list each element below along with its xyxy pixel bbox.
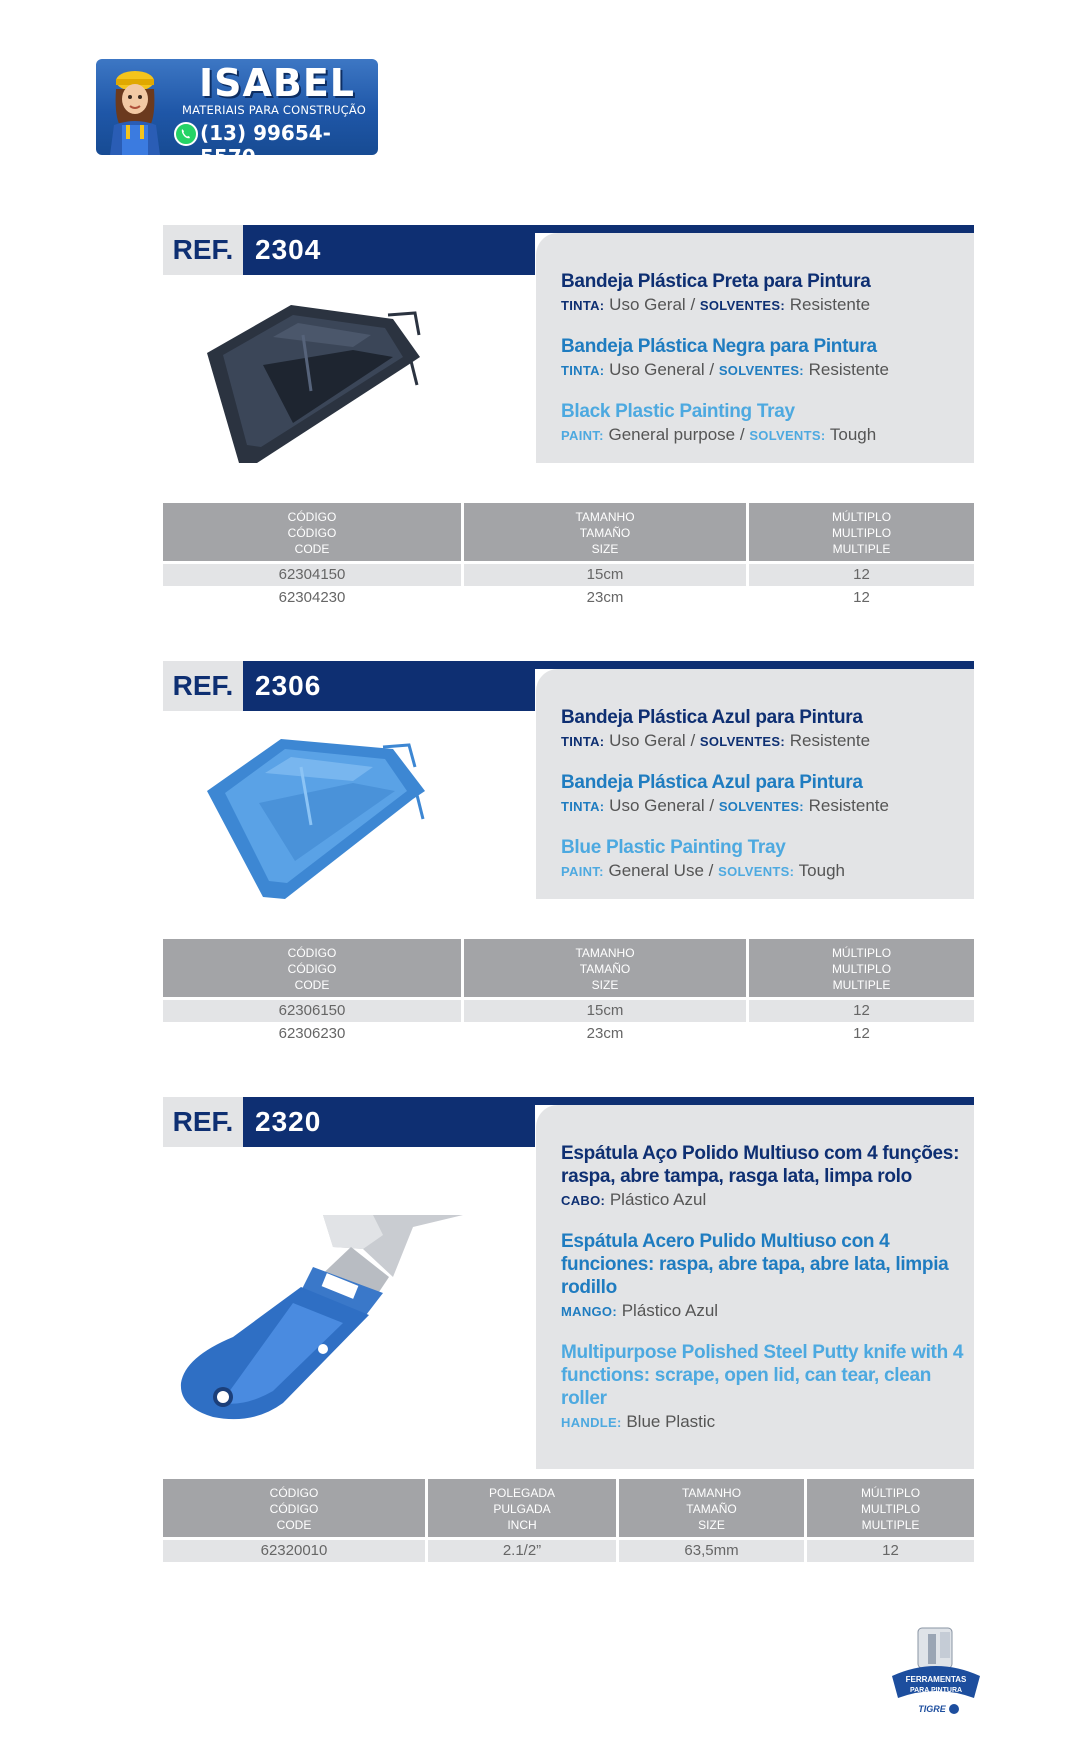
spec-key: TINTA: xyxy=(561,298,605,313)
spec-key: SOLVENTES: xyxy=(699,298,786,313)
cell-multiple: 12 xyxy=(807,1540,974,1562)
cell-size: 63,5mm xyxy=(619,1540,804,1562)
column-header-size: TAMANHO TAMAÑO SIZE xyxy=(619,1479,804,1537)
description-pt xyxy=(561,270,961,317)
spec-key: SOLVENTS: xyxy=(718,864,795,879)
blue-paint-tray-image xyxy=(203,731,438,906)
cell-code: 62306150 xyxy=(163,1000,461,1022)
badge-line2: PARA PINTURA xyxy=(909,1687,963,1694)
spec-separator: / xyxy=(690,295,696,314)
description-panel xyxy=(536,669,974,899)
spec-value: Resistente xyxy=(808,360,889,379)
spec-value: Uso General xyxy=(609,796,705,815)
spec-separator: / xyxy=(709,360,715,379)
table-header xyxy=(163,939,974,997)
spec-value: Resistente xyxy=(808,796,889,815)
store-phone: (13) 99654-5570 xyxy=(200,121,331,169)
product-title: Espátula Aço Polido Multiuso com 4 funções: raspa, abre tampa, rasga lata, limpa rolo xyxy=(561,1143,960,1187)
product-specs xyxy=(561,860,961,883)
cell-size: 23cm xyxy=(586,589,624,606)
whatsapp-icon xyxy=(174,122,198,146)
spec-value: Uso Geral xyxy=(609,295,686,314)
store-logo xyxy=(96,59,378,169)
spec-value: Resistente xyxy=(789,295,871,314)
spec-value: General purpose xyxy=(608,425,736,444)
ref-number: 2320 xyxy=(255,1106,322,1137)
product-specs xyxy=(561,359,961,382)
product-specs xyxy=(561,1300,966,1323)
spec-value: Uso General xyxy=(609,360,705,379)
spec-value: Blue Plastic xyxy=(626,1412,716,1431)
spec-value: General Use xyxy=(608,861,704,880)
table-header xyxy=(163,503,974,561)
ref-label: REF. xyxy=(163,1097,243,1147)
ferramentas-para-pintura-badge xyxy=(888,1626,984,1716)
spec-value: Resistente xyxy=(789,731,871,750)
product-title: Bandeja Plástica Azul para Pintura xyxy=(561,707,863,728)
description-es xyxy=(561,1230,966,1323)
column-header-inch: POLEGADA PULGADA INCH xyxy=(428,1479,616,1537)
product-specs xyxy=(561,294,961,317)
ref-top-line xyxy=(535,661,974,669)
ref-top-line xyxy=(535,225,974,233)
spec-key: PAINT: xyxy=(561,428,604,443)
spec-separator: / xyxy=(690,731,696,750)
product-title: Blue Plastic Painting Tray xyxy=(561,837,786,858)
badge-brand: TIGRE xyxy=(918,1704,946,1714)
spec-separator: / xyxy=(709,796,715,815)
ref-number: 2304 xyxy=(255,234,322,265)
column-header-multiple: MÚLTIPLO MULTIPLO MULTIPLE xyxy=(749,939,974,997)
black-paint-tray-image xyxy=(203,295,433,470)
ref-label: REF. xyxy=(163,661,243,711)
cell-code: 62304230 xyxy=(278,589,346,606)
spec-key: PAINT: xyxy=(561,864,604,879)
cell-multiple: 12 xyxy=(749,1000,974,1022)
cell-code: 62306230 xyxy=(278,1025,346,1042)
description-panel xyxy=(536,233,974,463)
product-specs xyxy=(561,1189,966,1212)
table-row xyxy=(163,1540,974,1562)
description-en xyxy=(561,400,961,447)
spec-key: TINTA: xyxy=(561,363,605,378)
column-header-code: CÓDIGO CÓDIGO CODE xyxy=(163,503,461,561)
description-pt xyxy=(561,706,961,753)
badge-line1: FERRAMENTAS xyxy=(905,1675,967,1684)
table-row xyxy=(163,1023,974,1045)
column-header-size: TAMANHO TAMAÑO SIZE xyxy=(464,939,746,997)
putty-knife-image xyxy=(173,1207,473,1427)
cell-multiple: 12 xyxy=(853,1025,870,1042)
store-name: ISABEL xyxy=(198,61,356,105)
column-header-code: CÓDIGO CÓDIGO CODE xyxy=(163,939,461,997)
table-row xyxy=(163,587,974,609)
spec-value: Plástico Azul xyxy=(609,1190,707,1209)
spec-value: Tough xyxy=(829,425,877,444)
cell-code: 62304150 xyxy=(163,564,461,586)
column-header-code: CÓDIGO CÓDIGO CODE xyxy=(163,1479,425,1537)
description-es xyxy=(561,335,961,382)
table-header xyxy=(163,1479,974,1537)
product-title: Bandeja Plástica Preta para Pintura xyxy=(561,271,871,292)
ref-bar xyxy=(163,661,535,711)
cell-size: 15cm xyxy=(464,564,746,586)
cell-size: 23cm xyxy=(586,1025,624,1042)
product-specs xyxy=(561,795,961,818)
cell-multiple: 12 xyxy=(853,589,870,606)
spec-value: Plástico Azul xyxy=(621,1301,719,1320)
cell-code: 62320010 xyxy=(163,1540,425,1562)
store-subtitle: MATERIAIS PARA CONSTRUÇÃO xyxy=(181,103,367,117)
column-header-multiple: MÚLTIPLO MULTIPLO MULTIPLE xyxy=(749,503,974,561)
table-row xyxy=(163,1000,974,1022)
spec-key: SOLVENTES: xyxy=(699,734,786,749)
product-specs xyxy=(561,730,961,753)
product-section xyxy=(163,1097,974,1567)
spec-value: Uso Geral xyxy=(609,731,686,750)
spec-key: SOLVENTS: xyxy=(749,428,826,443)
spec-key: SOLVENTES: xyxy=(718,799,804,814)
description-en xyxy=(561,1341,966,1434)
spec-key: TINTA: xyxy=(561,799,605,814)
description-pt xyxy=(561,1142,966,1212)
product-title: Espátula Acero Pulido Multiuso con 4 funciones: raspa, abre tapa, abre lata, limpia rodillo xyxy=(561,1231,949,1298)
spec-key: CABO: xyxy=(561,1193,606,1208)
spec-separator: / xyxy=(739,425,745,444)
product-title: Bandeja Plástica Azul para Pintura xyxy=(561,772,863,793)
descriptions xyxy=(561,270,961,465)
ref-bar xyxy=(163,225,535,275)
product-specs xyxy=(561,1411,966,1434)
product-section xyxy=(163,225,974,605)
description-panel xyxy=(536,1105,974,1469)
spec-key: SOLVENTES: xyxy=(718,363,804,378)
spec-separator: / xyxy=(708,861,714,880)
spec-value: Tough xyxy=(798,861,845,880)
ref-top-line xyxy=(535,1097,974,1105)
table-row xyxy=(163,564,974,586)
descriptions xyxy=(561,1142,966,1452)
cell-multiple: 12 xyxy=(749,564,974,586)
product-section xyxy=(163,661,974,1041)
cell-inch: 2.1/2” xyxy=(428,1540,616,1562)
spec-key: MANGO: xyxy=(561,1304,617,1319)
ref-number: 2306 xyxy=(255,670,322,701)
product-title: Bandeja Plástica Negra para Pintura xyxy=(561,336,877,357)
product-title: Black Plastic Painting Tray xyxy=(561,401,795,422)
column-header-size: TAMANHO TAMAÑO SIZE xyxy=(464,503,746,561)
spec-key: HANDLE: xyxy=(561,1415,622,1430)
product-specs xyxy=(561,424,961,447)
description-es xyxy=(561,771,961,818)
descriptions xyxy=(561,706,961,901)
ref-label: REF. xyxy=(163,225,243,275)
description-en xyxy=(561,836,961,883)
cell-size: 15cm xyxy=(464,1000,746,1022)
product-title: Multipurpose Polished Steel Putty knife with 4 functions: scrape, open lid, can tear, clean roller xyxy=(561,1342,964,1409)
ref-bar xyxy=(163,1097,535,1147)
worker-avatar-icon xyxy=(102,59,168,155)
column-header-multiple: MÚLTIPLO MULTIPLO MULTIPLE xyxy=(807,1479,974,1537)
spec-key: TINTA: xyxy=(561,734,605,749)
